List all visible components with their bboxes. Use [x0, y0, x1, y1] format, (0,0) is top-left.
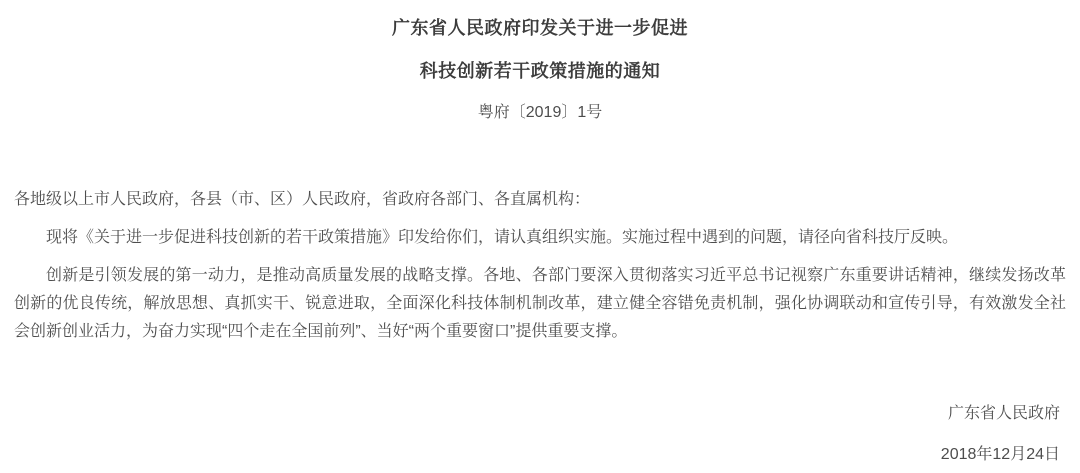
- body-paragraph-2: 创新是引领发展的第一动力，是推动高质量发展的战略支撑。各地、各部门要深入贯彻落实习近平总书记视察广东重要讲话精神，继续发扬改革创新的优良传统，解放思想、真抓实干、锐意进取，全面深化科技体制机制改革，建立健全容错免责机制，强化协调联动和宣传引导，有效激发全社会创新创业活力，为奋力实现“四个走在全国前列”、当好“两个重要窗口”提供重要支撑。: [14, 267, 1066, 341]
- document-title-line-1: 广东省人民政府印发关于进一步促进: [392, 18, 688, 38]
- issuing-authority: 广东省人民政府: [947, 405, 1060, 423]
- body-paragraph-1: 现将《关于进一步促进科技创新的若干政策措施》印发给你们，请认真组织实施。实施过程中遇到的问题，请径向省科技厅反映。: [46, 229, 959, 247]
- document-reference-number: 粤府〔2019〕1号: [477, 104, 603, 122]
- document-title-line-2: 科技创新若干政策措施的通知: [419, 60, 661, 81]
- signature-block: [14, 404, 1066, 463]
- salutation-paragraph: 各地级以上市人民政府，各县（市、区）人民政府，省政府各部门、各直属机构：: [14, 191, 591, 209]
- issue-date: 2018年12月24日: [940, 445, 1060, 463]
